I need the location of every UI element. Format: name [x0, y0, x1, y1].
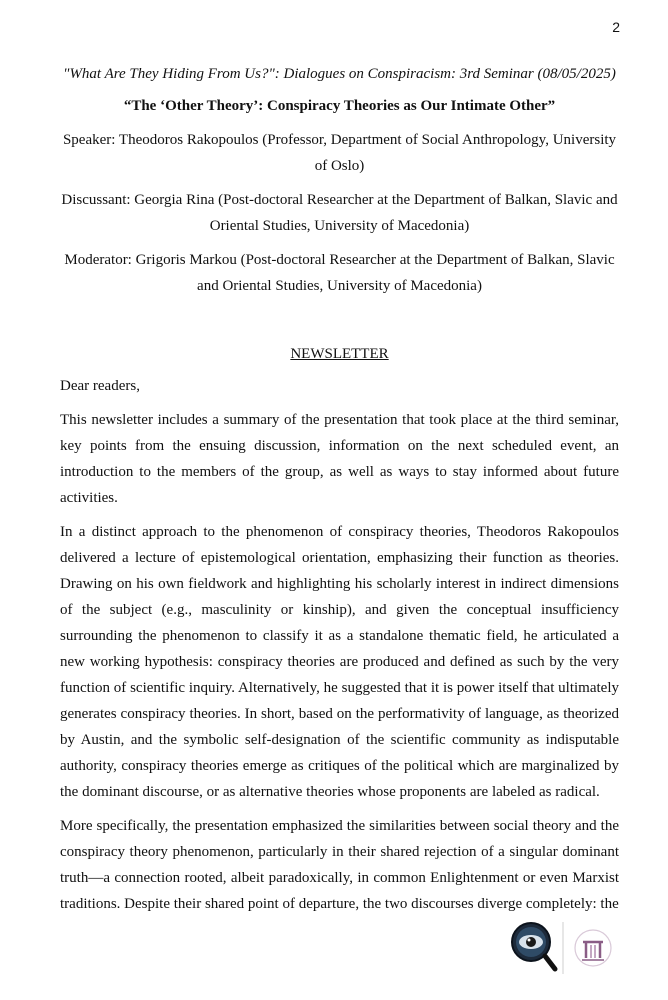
- body-paragraph: In a distinct approach to the phenomenon of conspiracy theories, Theodoros Rakopoulos delivered a lecture of epistemological orientation, emphasizing their function as theories. Drawing on his own fieldwork and highlighting his scholarly interest in indirect dimensions of the subject (e.g., masculinity or kinship), and given the conceptual insufficiency surrounding the phenomenon to classify it as a standalone thematic field, he articulated a new working hypothesis: conspiracy theories are produced and defined as such by the very function of scientific inquiry. Alternatively, he suggested that it is power itself that ultimately generates conspiracy theories. In short, based on the performativity of language, as theorized by Austin, and the symbolic self-designation of the scientific community as indisputable authority, conspiracy theories emerge as critiques of the political which are marginalized by the dominant discourse, or as alternative theories whose proponents are labeled as radical.: [60, 524, 619, 800]
- greeting: Dear readers,: [60, 378, 140, 394]
- newsletter-heading: NEWSLETTER: [290, 346, 389, 362]
- logo-group: [509, 918, 621, 976]
- footer-logos: [509, 918, 621, 976]
- discussant-line: Discussant: Georgia Rina (Post-doctoral Researcher at the Department of Balkan, Slavic and Oriental Studies, University of Macedonia): [61, 192, 618, 234]
- document-body: [60, 63, 619, 925]
- body-paragraph: More specifically, the presentation emphasized the similarities between social theory and the conspiracy theory phenomenon, particularly in their shared rejection of a singular dominant truth—a connection rooted, albeit paradoxically, in common Enlightenment or even Marxist traditions. Despite their shared point of departure, the two discourses diverge completely: the: [60, 818, 619, 912]
- body-paragraph: This newsletter includes a summary of the presentation that took place at the third seminar, key points from the ensuing discussion, information on the next scheduled event, an introduction to the members of the group, as well as ways to stay informed about future activities.: [60, 412, 619, 506]
- speaker-line: Speaker: Theodoros Rakopoulos (Professor, Department of Social Anthropology, University of Oslo): [62, 132, 617, 174]
- series-title: "What Are They Hiding From Us?": Dialogues on Conspiracism: 3rd Seminar (08/05/2025): [63, 66, 616, 82]
- magnifier-eye-logo: [512, 923, 555, 969]
- talk-title: “The ‘Other Theory’: Conspiracy Theories as Our Intimate Other”: [123, 98, 556, 114]
- moderator-line: Moderator: Grigoris Markou (Post-doctoral Researcher at the Department of Balkan, Slavic and Oriental Studies, University of Macedonia): [64, 252, 615, 294]
- university-arch-logo: [575, 930, 611, 966]
- page-number: 2: [612, 19, 620, 35]
